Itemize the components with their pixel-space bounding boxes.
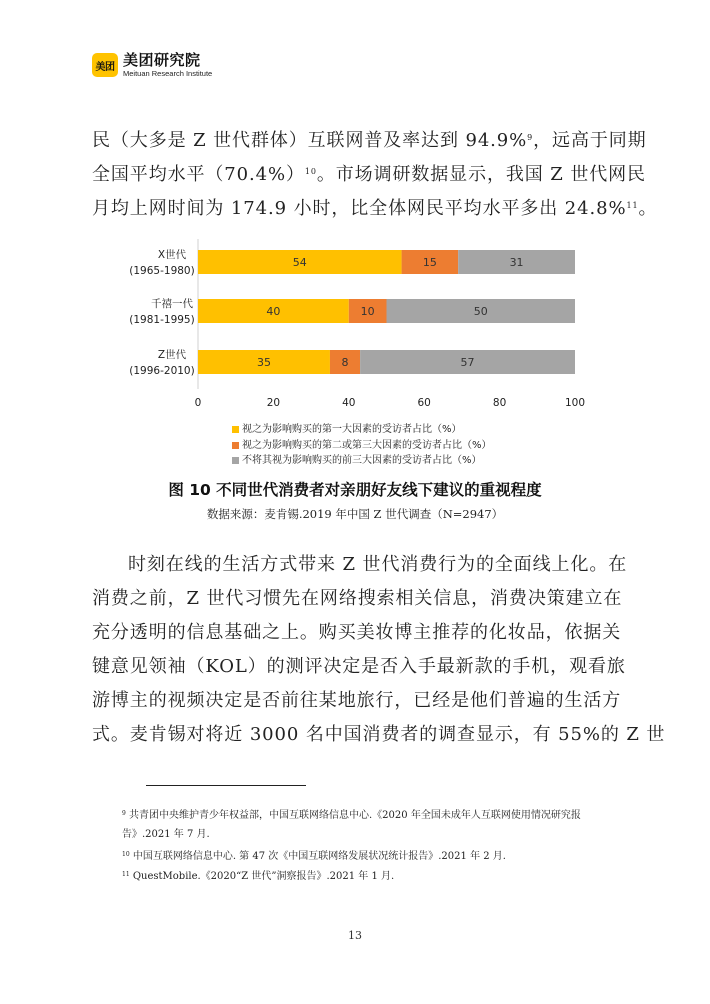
category-label: (1996-2010) [129, 365, 195, 377]
category-label: (1981-1995) [129, 314, 195, 326]
paragraph-intro [92, 124, 658, 226]
category-label: X世代 [157, 249, 187, 261]
chart-legend [232, 422, 492, 469]
data-label: 54 [292, 256, 307, 269]
data-label: 10 [360, 305, 375, 318]
paragraph-body [92, 548, 666, 752]
x-tick-label: 20 [266, 397, 281, 409]
footnote-9: $^9$ 共青团中央维护青少年权益部，中国互联网络信息中心.《2020 年全国未成年人互联网使用情况研究报 告》.2021 年 7 月. [122, 810, 581, 840]
text-line: 月均上网时间为 174.9 小时，比全体网民平均水平多出 24.8%$^{11}$。 [92, 198, 658, 219]
text-line: 消费之前，Z 世代习惯先在网络搜索相关信息，消费决策建立在 [92, 588, 623, 609]
figure-title: 图 10 不同世代消费者对亲朋好友线下建议的重视程度 [168, 481, 542, 499]
legend-entry [232, 453, 492, 469]
legend-entry [232, 422, 492, 438]
footnote-10: $^{10}$ 中国互联网络信息中心. 第 47 次《中国互联网络发展状况统计报告》.2021 年 2 月. [122, 851, 506, 862]
category-label: Z世代 [157, 349, 187, 361]
legend-swatch [232, 426, 239, 433]
chart-plot [110, 237, 600, 417]
data-label: 35 [256, 356, 271, 369]
legend-entry [232, 438, 492, 454]
category-label: (1965-1980) [129, 265, 195, 277]
x-tick-label: 40 [342, 397, 356, 409]
footnote-ref: 11 [626, 201, 639, 210]
data-label: 50 [473, 305, 488, 318]
figure-source: 数据来源：麦肯锡.2019 年中国 Z 世代调查（N=2947） [206, 507, 504, 521]
footnote-ref: 9 [527, 133, 534, 142]
footnote-11: $^{11}$ QuestMobile.《2020“Z 世代”洞察报告》.2021 年 1 月. [122, 871, 395, 882]
header-logo [92, 49, 212, 81]
category-label: 千禧一代 [151, 298, 193, 310]
x-tick-label: 60 [417, 397, 431, 409]
text-line: 全国平均水平$(70.4\%)^{10}$。市场调研数据显示，我国 Z 世代网民 [92, 164, 646, 185]
legend-label: 视之为影响购买的第二或第三大因素的受访者占比（%） [242, 439, 492, 451]
text-line: 游博主的视频决定是否前往某地旅行，已经是他们普遍的生活方 [92, 690, 622, 711]
text-line: 键意见领袖（KOL）的测评决定是否入手最新款的手机，观看旅 [92, 656, 626, 677]
data-label: 15 [422, 256, 437, 269]
text-line: 充分透明的信息基础之上。购买美妆博主推荐的化妆品，依据关 [92, 622, 622, 643]
legend-label: 视之为影响购买的第一大因素的受访者占比（%） [242, 424, 462, 435]
x-tick-label: 80 [492, 397, 507, 409]
footnote-divider [146, 785, 306, 786]
legend-swatch [232, 442, 239, 449]
legend-label: 不将其视为影响购买的前三大因素的受访者占比（%） [242, 455, 482, 466]
page-number: 13 [348, 929, 362, 942]
meituan-logo-icon: 美团 [92, 53, 118, 77]
text-line: 民（大多是 Z 世代群体）互联网普及率达到 94.9%$^9$，远高于同期 [92, 130, 647, 151]
footnote-ref: 10 [304, 167, 317, 176]
data-label: 40 [266, 305, 281, 318]
legend-swatch [232, 457, 239, 464]
data-label: 8 [341, 356, 349, 369]
text-line: 式。麦肯锡对将近 3000 名中国消费者的调查显示，有 55%的 Z 世 [92, 724, 666, 745]
text-line: 时刻在线的生活方式带来 Z 世代消费行为的全面线上化。在 [128, 554, 628, 575]
brand-name-en: Meituan Research Institute [123, 68, 213, 78]
data-label: 31 [509, 256, 524, 269]
brand-name-cn: 美团研究院 [123, 50, 201, 69]
x-tick-label: 0 [194, 397, 202, 409]
x-tick-label: 100 [564, 397, 586, 409]
data-label: 57 [460, 356, 475, 369]
